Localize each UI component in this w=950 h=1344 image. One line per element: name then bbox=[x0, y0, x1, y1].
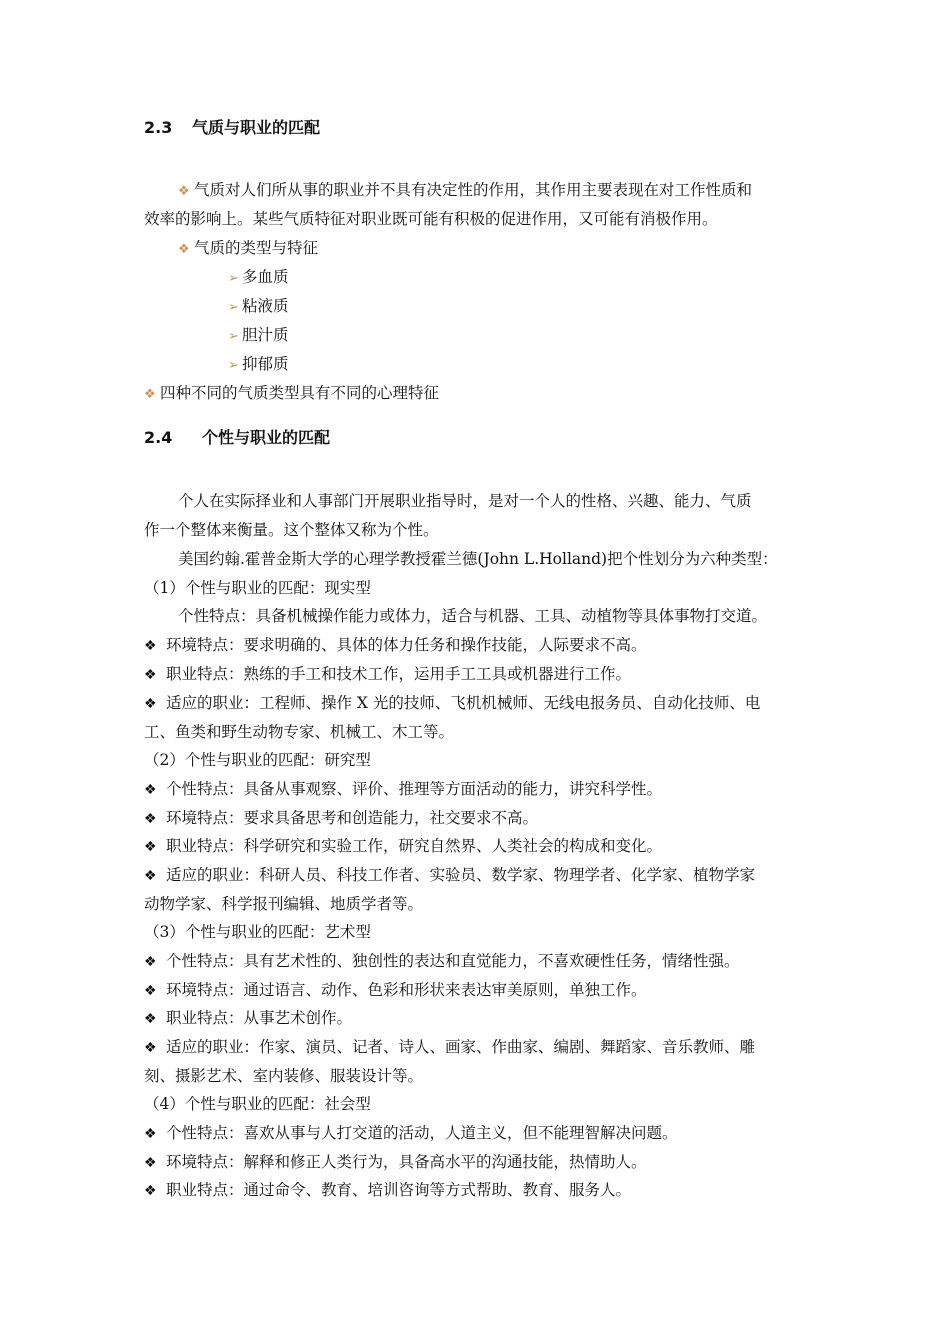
list-item bbox=[228, 267, 289, 289]
type-heading bbox=[144, 1094, 371, 1114]
type-line bbox=[144, 865, 755, 886]
list-item-text: 胆汁质 bbox=[242, 326, 289, 344]
type-line bbox=[144, 894, 423, 914]
section-title: 气质与职业的匹配 bbox=[192, 118, 321, 137]
diamond-bullet-icon: ❖ bbox=[144, 868, 157, 884]
list-item bbox=[228, 354, 289, 376]
paragraph-text: 气质对人们所从事的职业并不具有决定性的作用，其作用主要表现在对工作性质和 bbox=[194, 181, 753, 199]
diamond-bullet-icon: ❖ bbox=[144, 387, 156, 402]
diamond-bullet-icon: ❖ bbox=[144, 811, 157, 827]
type-line bbox=[144, 836, 662, 857]
arrow-bullet-icon: ➢ bbox=[228, 329, 239, 344]
list-heading-text: 气质的类型与特征 bbox=[194, 239, 319, 257]
paragraph-text: 个人在实际择业和人事部门开展职业指导时，是对一个人的性格、兴趣、能力、气质 bbox=[178, 492, 752, 510]
diamond-bullet-icon: ❖ bbox=[144, 782, 157, 798]
diamond-bullet-icon: ❖ bbox=[144, 1183, 157, 1199]
jobs-text: 工、鱼类和野生动物专家、机械工、木工等。 bbox=[144, 723, 455, 741]
diamond-bullet-icon: ❖ bbox=[144, 667, 157, 683]
diamond-bullet-icon: ❖ bbox=[144, 638, 157, 654]
paragraph-text: 美国约翰.霍普金斯大学的心理学教授霍兰德(John L.Holland)把个性划分为六种类型： bbox=[178, 550, 778, 568]
diamond-bullet-icon: ❖ bbox=[144, 954, 157, 970]
type-line bbox=[144, 693, 760, 714]
paragraph-line bbox=[144, 209, 718, 229]
section-heading-2-4 bbox=[144, 428, 330, 448]
diamond-bullet-icon: ❖ bbox=[144, 1040, 157, 1056]
paragraph-text: 效率的影响上。某些气质特征对职业既可能有积极的促进作用，又可能有消极作用。 bbox=[144, 210, 718, 228]
type-heading bbox=[144, 578, 371, 598]
career-text: 职业特点：熟练的手工和技术工作，运用手工工具或机器进行工作。 bbox=[166, 665, 632, 683]
personality-text: 个性特点：具有艺术性的、独创性的表达和直觉能力，不喜欢硬性任务，情绪性强。 bbox=[166, 952, 740, 970]
list-item bbox=[228, 325, 289, 347]
environment-text: 环境特点：通过语言、动作、色彩和形状来表达审美原则，单独工作。 bbox=[166, 981, 647, 999]
personality-text: 个性特点：具备从事观察、评价、推理等方面活动的能力，讲究科学性。 bbox=[166, 780, 663, 798]
section-heading-2-3 bbox=[144, 118, 320, 138]
section-number: 2.4 bbox=[144, 428, 173, 447]
list-item-text: 抑郁质 bbox=[242, 355, 289, 373]
jobs-text: 动物学家、科学报刊编辑、地质学者等。 bbox=[144, 895, 424, 913]
arrow-bullet-icon: ➢ bbox=[228, 358, 239, 373]
type-line bbox=[144, 779, 662, 800]
type-heading-text: （1）个性与职业的匹配：现实型 bbox=[144, 579, 371, 597]
type-line bbox=[144, 1066, 423, 1086]
arrow-bullet-icon: ➢ bbox=[228, 271, 239, 286]
summary-text: 四种不同的气质类型具有不同的心理特征 bbox=[160, 384, 440, 402]
paragraph-line bbox=[144, 520, 439, 540]
type-line bbox=[144, 1037, 755, 1058]
paragraph-line bbox=[178, 491, 752, 511]
diamond-bullet-icon: ❖ bbox=[144, 839, 157, 855]
diamond-bullet-icon: ❖ bbox=[144, 1011, 157, 1027]
list-item bbox=[228, 296, 289, 318]
type-heading-text: （2）个性与职业的匹配：研究型 bbox=[144, 751, 371, 769]
type-line bbox=[144, 1152, 647, 1173]
list-item-text: 粘液质 bbox=[242, 297, 289, 315]
diamond-bullet-icon: ❖ bbox=[144, 696, 157, 712]
type-line bbox=[144, 664, 631, 685]
type-line bbox=[144, 635, 647, 656]
arrow-bullet-icon: ➢ bbox=[228, 300, 239, 315]
type-heading bbox=[144, 750, 371, 770]
diamond-bullet-icon: ❖ bbox=[144, 1126, 157, 1142]
diamond-bullet-icon: ❖ bbox=[144, 1155, 157, 1171]
career-text: 职业特点：科学研究和实验工作，研究自然界、人类社会的构成和变化。 bbox=[166, 837, 663, 855]
environment-text: 环境特点：要求具备思考和创造能力，社交要求不高。 bbox=[166, 809, 539, 827]
list-heading bbox=[178, 238, 318, 260]
career-text: 职业特点：通过命令、教育、培训咨询等方式帮助、教育、服务人。 bbox=[166, 1181, 632, 1199]
environment-text: 环境特点：解释和修正人类行为，具备高水平的沟通技能，热情助人。 bbox=[166, 1153, 647, 1171]
jobs-text: 适应的职业：作家、演员、记者、诗人、画家、作曲家、编剧、舞蹈家、音乐教师、雕 bbox=[166, 1038, 756, 1056]
list-item-text: 多血质 bbox=[242, 268, 289, 286]
personality-text: 个性特点：具备机械操作能力或体力，适合与机器、工具、动植物等具体事物打交道。 bbox=[178, 607, 768, 625]
personality-text: 个性特点：喜欢从事与人打交道的活动，人道主义，但不能理智解决问题。 bbox=[166, 1124, 678, 1142]
type-line bbox=[144, 722, 454, 742]
type-heading-text: （4）个性与职业的匹配：社会型 bbox=[144, 1095, 371, 1113]
type-line bbox=[144, 980, 647, 1001]
summary-line bbox=[144, 383, 439, 405]
paragraph-line bbox=[178, 180, 752, 202]
diamond-bullet-icon: ❖ bbox=[178, 184, 190, 199]
environment-text: 环境特点：要求明确的、具体的体力任务和操作技能，人际要求不高。 bbox=[166, 636, 647, 654]
type-heading-text: （3）个性与职业的匹配：艺术型 bbox=[144, 923, 371, 941]
section-number: 2.3 bbox=[144, 118, 173, 137]
type-heading bbox=[144, 922, 371, 942]
diamond-bullet-icon: ❖ bbox=[178, 242, 190, 257]
jobs-text: 刻、摄影艺术、室内装修、服装设计等。 bbox=[144, 1067, 424, 1085]
jobs-text: 适应的职业：工程师、操作 X 光的技师、飞机机械师、无线电报务员、自动化技师、电 bbox=[166, 694, 761, 712]
type-line bbox=[144, 1123, 678, 1144]
jobs-text: 适应的职业：科研人员、科技工作者、实验员、数学家、物理学者、化学家、植物学家 bbox=[166, 866, 756, 884]
career-text: 职业特点：从事艺术创作。 bbox=[166, 1009, 353, 1027]
diamond-bullet-icon: ❖ bbox=[144, 983, 157, 999]
type-line bbox=[144, 808, 538, 829]
type-line bbox=[178, 606, 767, 626]
type-line bbox=[144, 951, 740, 972]
type-line bbox=[144, 1008, 352, 1029]
paragraph-text: 作一个整体来衡量。这个整体又称为个性。 bbox=[144, 521, 439, 539]
paragraph-line bbox=[178, 549, 778, 569]
section-title: 个性与职业的匹配 bbox=[202, 428, 331, 447]
type-line bbox=[144, 1180, 631, 1201]
